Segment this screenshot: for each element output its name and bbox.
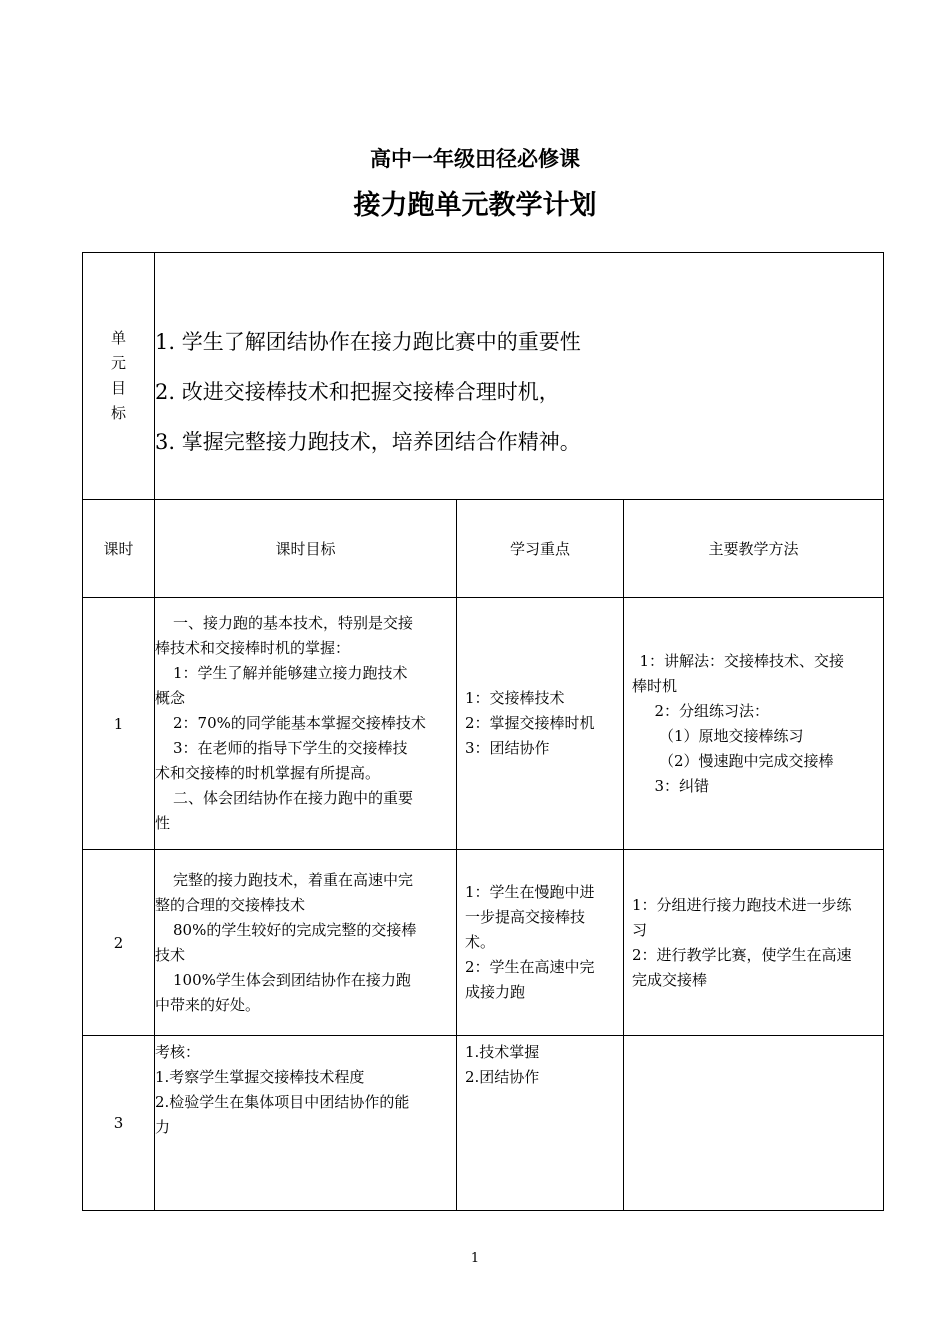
header-objective: 课时目标: [155, 500, 457, 598]
lesson-row-2: [83, 850, 884, 1036]
lesson-focus: [457, 1036, 624, 1211]
lesson-objective: [155, 1036, 457, 1211]
focus-line: 3：团结协作: [465, 739, 550, 757]
method-line: 3：纠错: [654, 776, 710, 795]
unit-goal-label: [83, 253, 155, 500]
header-methods: 主要教学方法: [624, 500, 884, 598]
lesson-number: 3: [83, 1036, 155, 1211]
objective-line: 技术: [155, 945, 186, 964]
document-subtitle: 高中一年级田径必修课: [370, 147, 580, 171]
objective-line: 1：学生了解并能够建立接力跑技术: [173, 664, 408, 682]
focus-line: 1.技术掌握: [465, 1043, 540, 1061]
objective-line: 3：在老师的指导下学生的交接棒技: [173, 739, 408, 757]
unit-goal-content: [155, 253, 884, 500]
lesson-focus: [457, 598, 624, 850]
header-focus: 学习重点: [457, 500, 624, 598]
unit-goal-label-char: 标: [110, 404, 126, 422]
plan-table: [82, 252, 884, 1211]
document-title: 接力跑单元教学计划: [353, 190, 597, 221]
objective-line: 完整的接力跑技术，着重在高速中完: [173, 870, 414, 889]
objective-line: 一、接力跑的基本技术，特别是交接: [173, 614, 414, 632]
method-line: 习: [632, 920, 648, 939]
lesson-number: 1: [83, 598, 155, 850]
focus-line: 2.团结协作: [465, 1068, 540, 1086]
objective-line: 中带来的好处。: [155, 995, 261, 1014]
focus-line: 1：学生在慢跑中进: [465, 883, 595, 901]
unit-goal-row: [83, 253, 884, 500]
unit-goal-label-char: 单: [110, 329, 126, 347]
method-line: 2：分组练习法：: [654, 701, 770, 720]
lesson-objective: [155, 598, 457, 850]
method-line: 完成交接棒: [632, 970, 708, 989]
method-line: （2）慢速跑中完成交接棒: [659, 751, 834, 770]
lesson-row-1: [83, 598, 884, 850]
objective-line: 二、体会团结协作在接力跑中的重要: [173, 789, 414, 807]
objective-line: 力: [155, 1118, 171, 1136]
unit-goal-label-char: 目: [110, 379, 126, 397]
method-line: 2：进行教学比赛，使学生在高速: [632, 945, 852, 964]
method-line: 1：分组进行接力跑技术进一步练: [632, 895, 852, 914]
focus-line: 成接力跑: [465, 983, 526, 1001]
objective-line: 2：70%的同学能基本掌握交接棒技术: [173, 714, 426, 732]
objective-line: 考核：: [155, 1043, 201, 1061]
objective-line: 1.考察学生掌握交接棒技术程度: [155, 1068, 365, 1086]
method-line: 1：讲解法：交接棒技术、交接: [639, 651, 845, 670]
objective-line: 概念: [155, 689, 186, 707]
objective-line: 整的合理的交接棒技术: [155, 895, 306, 914]
unit-goal-label-char: 元: [110, 354, 126, 372]
objective-line: 性: [155, 814, 171, 832]
lesson-methods: [624, 850, 884, 1036]
header-lesson: 课时: [83, 500, 155, 598]
objective-line: 术和交接棒的时机掌握有所提高。: [155, 764, 381, 782]
lesson-row-3: [83, 1036, 884, 1211]
method-line: 棒时机: [632, 676, 678, 695]
unit-goal-line: 2. 改进交接棒技术和把握交接棒合理时机，: [155, 379, 560, 404]
objective-line: 100%学生体会到团结协作在接力跑: [173, 970, 411, 989]
lesson-number: 2: [83, 850, 155, 1036]
objective-line: 棒技术和交接棒时机的掌握：: [155, 639, 351, 657]
lesson-objective: [155, 850, 457, 1036]
unit-goal-line: 1. 学生了解团结协作在接力跑比赛中的重要性: [155, 329, 581, 354]
focus-line: 术。: [465, 933, 496, 951]
objective-line: 80%的学生较好的完成完整的交接棒: [173, 920, 417, 939]
focus-line: 1：交接棒技术: [465, 689, 565, 707]
focus-line: 2：学生在高速中完: [465, 958, 595, 976]
lesson-focus: [457, 850, 624, 1036]
page-number: 1: [470, 1251, 480, 1266]
unit-goal-line: 3. 掌握完整接力跑技术，培养团结合作精神。: [155, 429, 581, 454]
focus-line: 2：掌握交接棒时机: [465, 714, 595, 732]
lesson-methods: [624, 598, 884, 850]
focus-line: 一步提高交接棒技: [465, 908, 586, 926]
method-line: （1）原地交接棒练习: [659, 726, 804, 745]
header-row: [83, 500, 884, 598]
objective-line: 2.检验学生在集体项目中团结协作的能: [155, 1093, 410, 1111]
lesson-methods: [624, 1036, 884, 1211]
